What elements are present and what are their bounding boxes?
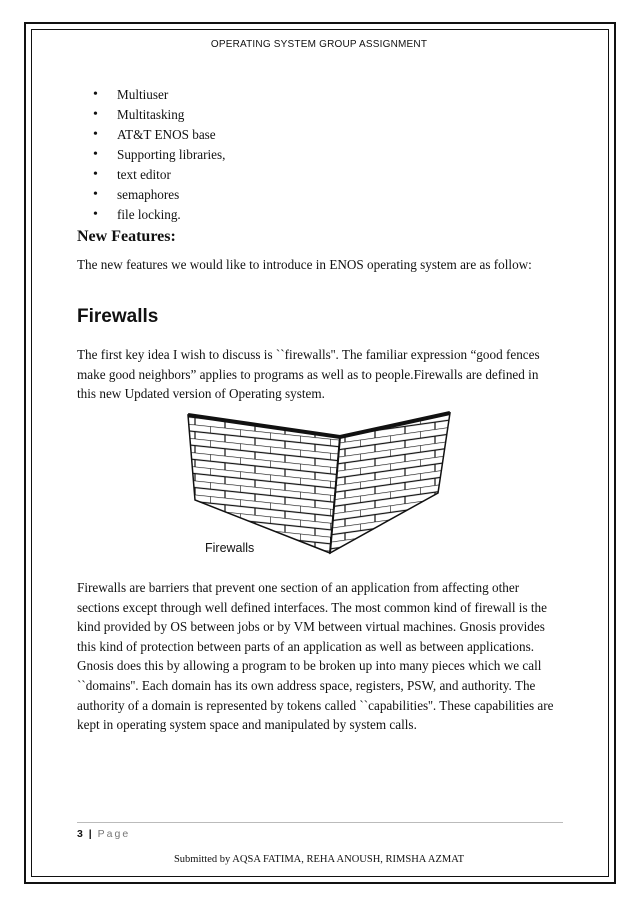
list-item: • file locking. bbox=[93, 205, 225, 225]
list-item: • AT&T ENOS base bbox=[93, 125, 225, 145]
new-features-paragraph: The new features we would like to introduce in ENOS operating system are as follow: bbox=[77, 257, 532, 272]
firewalls-body-paragraph: Firewalls are barriers that prevent one section of an application from affecting other sections except through well defined interfaces. The most common kind of firewall is the kind provided by OS between jobs or by VM between virtual machines. Gnosis provides this kind of protection between parts of an application as well as between applications. Gnosis does this by allowing a program to be broken up into many pieces which we call ``domains''. Each domain has its own address space, registers, PSW, and authority. The authority of a domain is represented by tokens called ``capabilities''. These capabilities are kept in operating system space and manipulated by system calls. bbox=[77, 580, 554, 733]
firewalls-heading: Firewalls bbox=[77, 306, 159, 327]
brick-wall-illustration bbox=[180, 395, 470, 565]
figure-caption: Firewalls bbox=[205, 541, 255, 555]
feature-bullet-list bbox=[93, 85, 225, 225]
page-word: Page bbox=[97, 828, 131, 840]
footer-divider bbox=[77, 822, 563, 823]
list-item: • Multiuser bbox=[93, 85, 225, 105]
list-item: • semaphores bbox=[93, 185, 225, 205]
firewalls-intro-paragraph: The first key idea I wish to discuss is ``firewalls''. The familiar expression “good fences make good neighbors” applies to programs as well as to people.Firewalls are defined in this new Updated version of Operating system. bbox=[77, 347, 540, 402]
list-item: • text editor bbox=[93, 165, 225, 185]
page-number bbox=[77, 828, 130, 840]
list-item: • Multitasking bbox=[93, 105, 225, 125]
page-header: OPERATING SYSTEM GROUP ASSIGNMENT bbox=[210, 39, 428, 50]
submitted-by-footer: Submitted by AQSA FATIMA, REHA ANOUSH, RIMSHA AZMAT bbox=[173, 854, 465, 865]
page-number-separator: | bbox=[88, 828, 92, 840]
new-features-heading: New Features: bbox=[77, 228, 176, 245]
page-number-value: 3 bbox=[77, 828, 83, 840]
list-item: • Supporting libraries, bbox=[93, 145, 225, 165]
